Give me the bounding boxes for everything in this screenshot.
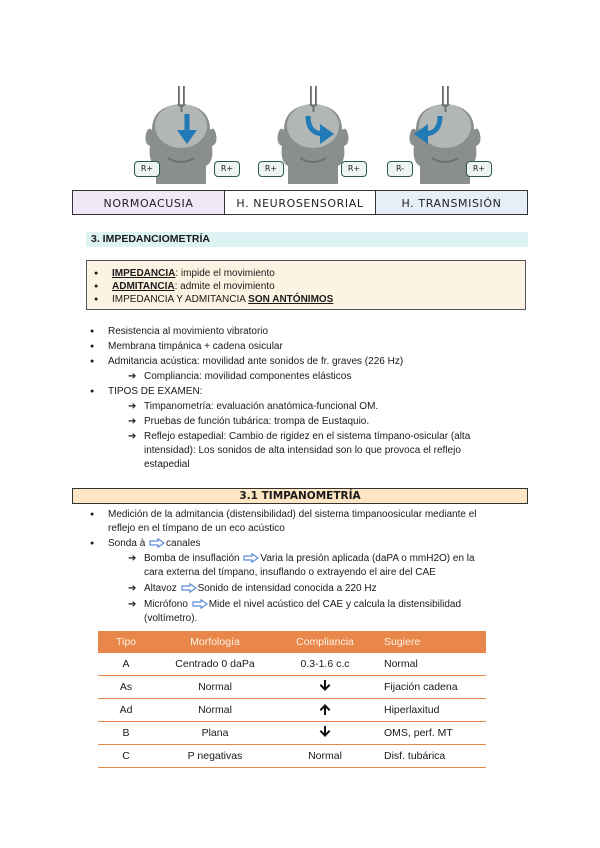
condition-transmision: H. TRANSMISIÓN xyxy=(375,190,528,215)
hollow-arrow-icon xyxy=(192,599,208,609)
sub-list-item xyxy=(144,598,461,611)
cell-tipo: Ad xyxy=(98,699,154,722)
table-row xyxy=(98,699,486,722)
sub-list-item: ➔ Pruebas de función tubárica: trompa de Eustaquio. xyxy=(144,415,369,428)
list-item: ● Membrana timpánica + cadena osicular xyxy=(108,340,283,353)
list-item xyxy=(112,293,333,306)
term-admitancia: ADMITANCIA xyxy=(112,281,175,292)
cell-sugiere: Hiperlaxitud xyxy=(374,699,486,722)
cell-compliancia: 0.3-1.6 c.c xyxy=(276,653,374,676)
rinne-badge: R+ xyxy=(466,161,492,177)
list-item xyxy=(108,537,201,550)
list-item: ● Medición de la admitancia (distensibilidad) del sistema timpanoosicular mediante el xyxy=(108,508,477,521)
rinne-badge: R+ xyxy=(258,161,284,177)
list-item-continuation: reflejo en el tímpano de un eco acústico xyxy=(108,523,285,534)
table-row xyxy=(98,745,486,768)
component-description: Mide el nivel acústico del CAE y calcula la distensibilidad xyxy=(208,599,462,610)
table-row xyxy=(98,676,486,699)
section-heading-impedanciometria: 3. IMPEDANCIOMETRÍA xyxy=(86,232,528,247)
list-item: ● Resistencia al movimiento vibratorio xyxy=(108,325,268,338)
column-header: Compliancia xyxy=(276,631,374,653)
sonda-label: Sonda à xyxy=(108,538,149,549)
cell-tipo: C xyxy=(98,745,154,768)
arrow-up-icon xyxy=(319,703,331,715)
condition-normoacusia: NORMOACUSIA xyxy=(72,190,225,215)
table-row xyxy=(98,722,486,745)
arrow-down-icon xyxy=(319,680,331,692)
cell-compliancia xyxy=(276,699,374,722)
cell-sugiere: Normal xyxy=(374,653,486,676)
sub-list-item-continuation: intensidad): Los sonidos de alta intensidad son lo que provoca el reflejo xyxy=(144,445,461,456)
statement-emphasis: SON ANTÓNIMOS xyxy=(248,294,334,305)
cell-tipo: As xyxy=(98,676,154,699)
timpanometria-table xyxy=(98,631,486,768)
cell-compliancia: Normal xyxy=(276,745,374,768)
sub-list-item: ➔ Compliancia: movilidad componentes elásticos xyxy=(144,370,351,383)
canales-label: canales xyxy=(166,538,201,549)
component-name: Altavoz xyxy=(144,583,180,594)
list-item xyxy=(112,267,275,280)
sub-list-item-continuation: (voltímetro). xyxy=(144,613,198,624)
cell-tipo: A xyxy=(98,653,154,676)
cell-morfologia: Normal xyxy=(154,676,276,699)
condition-neurosensorial: H. NEUROSENSORIAL xyxy=(224,190,376,215)
cell-morfologia: Normal xyxy=(154,699,276,722)
cell-compliancia xyxy=(276,676,374,699)
rinne-badge: R+ xyxy=(214,161,240,177)
sub-list-item xyxy=(144,552,475,565)
cell-sugiere: Disf. tubárica xyxy=(374,745,486,768)
sub-list-item: ➔ Reflejo estapedial: Cambio de rigidez en el sistema tímpano-osicular (alta xyxy=(144,430,470,443)
component-name: Bomba de insuflación xyxy=(144,553,243,564)
sub-list-item xyxy=(144,582,377,595)
sub-list-item-continuation: estapedial xyxy=(144,459,190,470)
cell-morfologia: Plana xyxy=(154,722,276,745)
hollow-arrow-icon xyxy=(149,538,165,548)
sub-list-item: ➔ Timpanometría: evaluación anatómica-funcional OM. xyxy=(144,400,378,413)
list-item: ● TIPOS DE EXAMEN: xyxy=(108,385,202,398)
term-definition: : impide el movimiento xyxy=(175,268,275,279)
cell-morfologia: P negativas xyxy=(154,745,276,768)
cell-compliancia xyxy=(276,722,374,745)
statement-text: IMPEDANCIA Y ADMITANCIA xyxy=(112,294,249,305)
hollow-arrow-icon xyxy=(243,553,259,563)
column-header: Tipo xyxy=(98,631,154,653)
list-item xyxy=(112,280,275,293)
arrow-curve-right-icon xyxy=(300,112,336,146)
section-heading-timpanometria: 3.1 TIMPANOMETRÍA xyxy=(72,488,528,504)
table-header-row xyxy=(98,631,486,653)
cell-tipo: B xyxy=(98,722,154,745)
rinne-badge: R- xyxy=(387,161,413,177)
table-row xyxy=(98,653,486,676)
rinne-badge: R+ xyxy=(341,161,367,177)
term-definition: : admite el movimiento xyxy=(174,281,275,292)
arrow-down-icon xyxy=(319,726,331,738)
component-description: Varia la presión aplicada (daPA o mmH2O) en la xyxy=(260,553,475,564)
sub-list-item-continuation: cara externa del tímpano, insuflando o extrayendo el aire del CAE xyxy=(144,567,436,578)
column-header: Sugiere xyxy=(374,631,486,653)
component-name: Micrófono xyxy=(144,599,191,610)
hollow-arrow-icon xyxy=(181,583,197,593)
term-impedancia: IMPEDANCIA xyxy=(112,268,176,279)
rinne-badge: R+ xyxy=(134,161,160,177)
list-item: ● Admitancia acústica: movilidad ante sonidos de fr. graves (226 Hz) xyxy=(108,355,403,368)
cell-sugiere: Fijación cadena xyxy=(374,676,486,699)
cell-sugiere: OMS, perf. MT xyxy=(374,722,486,745)
column-header: Morfología xyxy=(154,631,276,653)
cell-morfologia: Centrado 0 daPa xyxy=(154,653,276,676)
arrow-down-icon xyxy=(172,112,202,146)
arrow-curve-left-icon xyxy=(412,112,448,146)
component-description: Sonido de intensidad conocida a 220 Hz xyxy=(197,583,377,594)
